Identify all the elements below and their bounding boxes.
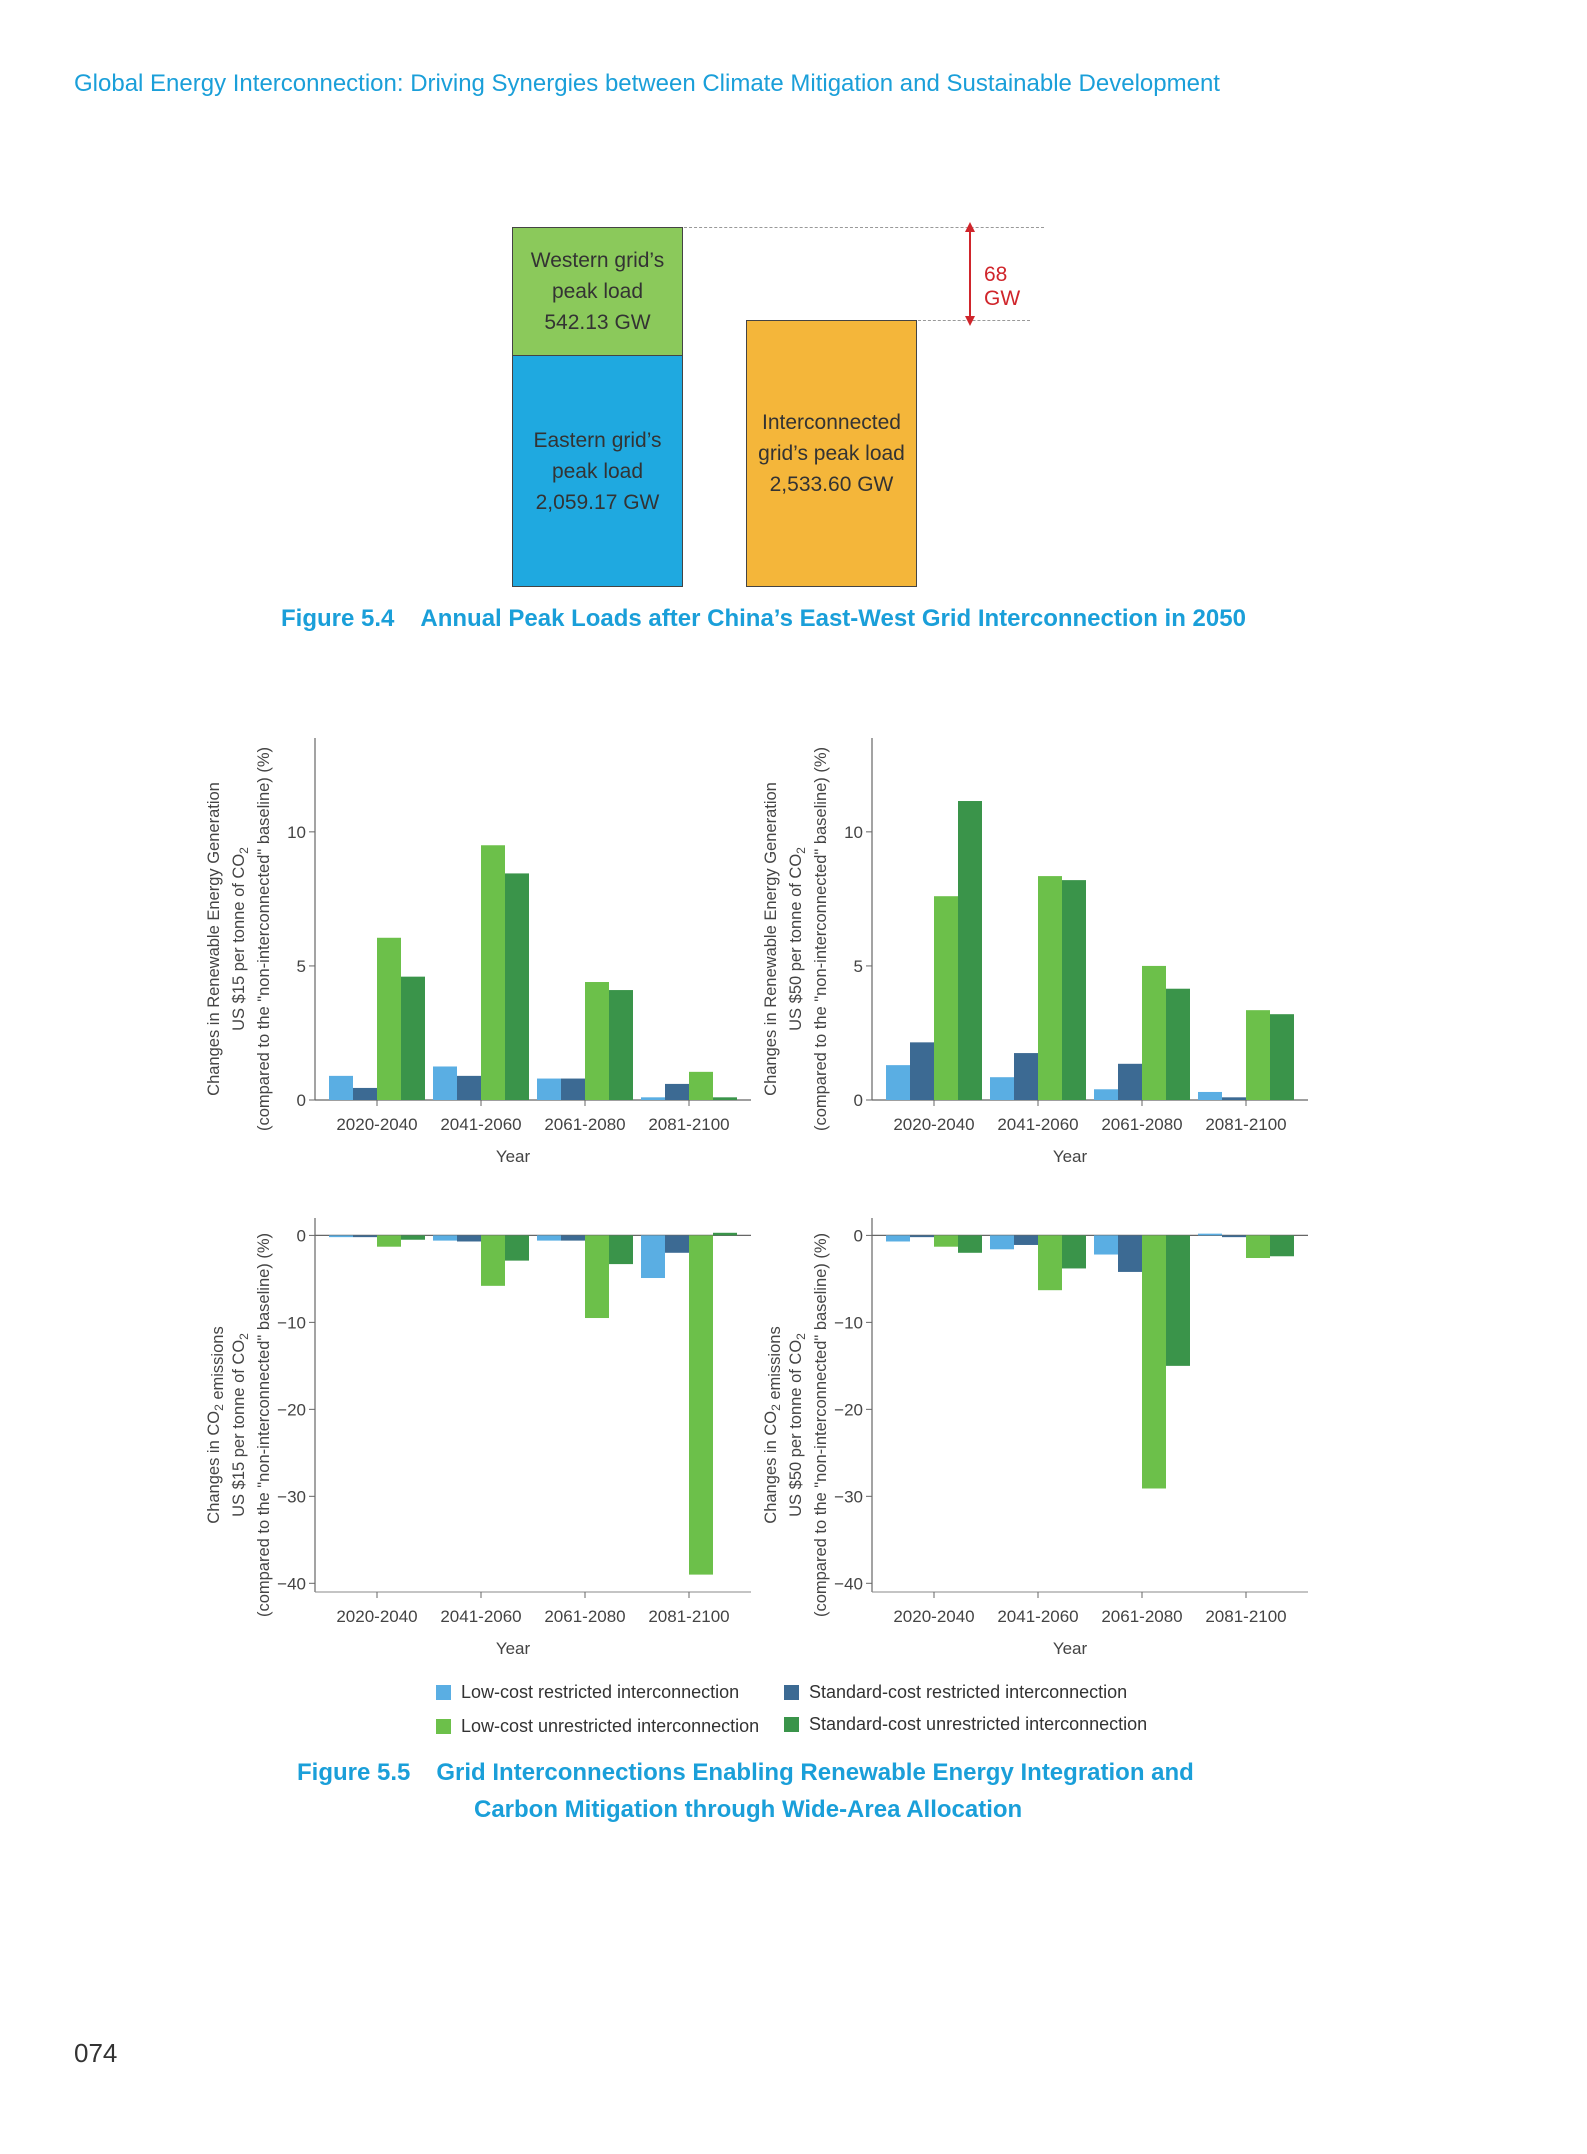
- bar: [329, 1076, 353, 1100]
- x-tick-label: 2061-2080: [1101, 1115, 1183, 1134]
- bar: [537, 1079, 561, 1100]
- bar: [1118, 1064, 1142, 1100]
- legend-label: Standard-cost restricted interconnection: [809, 1682, 1128, 1702]
- bar: [537, 1235, 561, 1240]
- bar: [401, 977, 425, 1100]
- bar: [1166, 989, 1190, 1100]
- bar: [1038, 876, 1062, 1100]
- y-tick-label: 10: [844, 822, 863, 842]
- y-axis-label: Changes in Renewable Energy Generation: [762, 782, 780, 1096]
- y-axis-label: (compared to the "non-interconnected" baseline) (%): [812, 1232, 830, 1618]
- x-tick-label: 2081-2100: [648, 1115, 730, 1134]
- bar: [1246, 1010, 1270, 1100]
- legend-item-low-cost-restricted: [436, 1682, 739, 1703]
- eastern-grid-box: [512, 355, 683, 587]
- interconnected-grid-box: [746, 320, 917, 587]
- y-axis-label: Changes in Renewable Energy Generation: [205, 782, 223, 1096]
- bar: [910, 1042, 934, 1100]
- y-axis-label: US $15 per tonne of $CO_2$: [230, 847, 251, 1031]
- y-tick-label: 0: [853, 1091, 863, 1110]
- western-grid-box: [512, 227, 683, 356]
- bar: [329, 1235, 353, 1237]
- y-tick-label: −20: [277, 1400, 306, 1420]
- figure-5-5-number: Figure 5.5: [297, 1759, 411, 1786]
- figure-5-4-number: Figure 5.4: [281, 605, 395, 632]
- interconnected-label-2: grid’s peak load: [758, 442, 905, 465]
- bar: [1270, 1014, 1294, 1100]
- eastern-value: 2,059.17 GW: [535, 490, 660, 514]
- y-tick-label: −10: [277, 1313, 306, 1333]
- bar: [1062, 880, 1086, 1100]
- interconnected-label-1: Interconnected: [762, 411, 901, 434]
- chart-renewable-15: [195, 720, 765, 1190]
- bar: [886, 1065, 910, 1100]
- bar: [401, 1235, 425, 1239]
- western-label-2: peak load: [551, 280, 644, 303]
- bar: [377, 938, 401, 1100]
- x-tick-label: 2020-2040: [893, 1115, 975, 1134]
- x-axis-label: Year: [495, 1147, 531, 1166]
- bar: [1222, 1097, 1246, 1100]
- page-number: 074: [74, 2038, 118, 2068]
- legend-label: Standard-cost unrestricted interconnection: [809, 1714, 1148, 1734]
- eastern-label-2: peak load: [551, 459, 644, 483]
- bar: [1014, 1235, 1038, 1245]
- x-tick-label: 2020-2040: [336, 1115, 418, 1134]
- bar: [585, 1235, 609, 1318]
- bar: [990, 1235, 1014, 1249]
- interconnected-value: 2,533.60 GW: [769, 473, 894, 496]
- bar: [713, 1233, 737, 1236]
- y-tick-label: 0: [853, 1226, 863, 1246]
- bar: [433, 1235, 457, 1240]
- y-axis-label: US $50 per tonne of $CO_2$: [787, 1333, 808, 1517]
- y-tick-label: −20: [834, 1400, 863, 1420]
- x-tick-label: 2081-2100: [1205, 1115, 1287, 1134]
- bar: [934, 896, 958, 1100]
- y-tick-label: 10: [287, 822, 306, 842]
- bar: [609, 990, 633, 1100]
- y-axis-label: (compared to the "non-interconnected" baseline) (%): [812, 746, 830, 1132]
- y-axis-label: (compared to the "non-interconnected" baseline) (%): [255, 746, 273, 1132]
- x-tick-label: 2081-2100: [648, 1607, 730, 1626]
- bar: [1038, 1235, 1062, 1290]
- y-axis-label: Changes in $CO_2$ emissions: [762, 1326, 784, 1524]
- western-label-1: Western grid’s: [530, 249, 665, 272]
- x-axis-label: Year: [1052, 1147, 1088, 1166]
- bar: [1198, 1234, 1222, 1236]
- figure-5-4-title: Annual Peak Loads after China’s East-West Grid Interconnection in 2050: [420, 605, 1246, 632]
- y-tick-label: 5: [853, 956, 863, 976]
- bar: [561, 1079, 585, 1100]
- y-axis-label: US $50 per tonne of $CO_2$: [787, 847, 808, 1031]
- bar: [713, 1097, 737, 1100]
- bar: [990, 1077, 1014, 1100]
- y-tick-label: −40: [277, 1574, 306, 1594]
- bar: [1166, 1235, 1190, 1365]
- western-value: 542.13 GW: [544, 311, 651, 334]
- legend-item-low-cost-unrestricted: [436, 1716, 759, 1737]
- legend-label: Low-cost unrestricted interconnection: [461, 1716, 760, 1736]
- figure-5-5-title-1: Grid Interconnections Enabling Renewable Energy Integration and: [436, 1759, 1194, 1786]
- legend-label: Low-cost restricted interconnection: [461, 1682, 740, 1702]
- bar: [958, 1235, 982, 1252]
- bar: [934, 1235, 958, 1246]
- y-tick-label: −40: [834, 1574, 863, 1594]
- chart-emissions-50: [752, 1200, 1322, 1670]
- gap-arrow: [960, 222, 980, 326]
- bar: [585, 982, 609, 1100]
- bar: [353, 1088, 377, 1100]
- chart-emissions-15: [195, 1200, 765, 1670]
- bar: [1198, 1092, 1222, 1100]
- bar: [1246, 1235, 1270, 1258]
- x-tick-label: 2081-2100: [1205, 1607, 1287, 1626]
- legend-item-standard-cost-unrestricted: [784, 1714, 1147, 1735]
- y-tick-label: −30: [834, 1487, 863, 1507]
- legend-swatch: [784, 1717, 799, 1732]
- bar: [377, 1235, 401, 1246]
- eastern-label-1: Eastern grid’s: [533, 428, 662, 452]
- bar: [1094, 1089, 1118, 1100]
- bar: [1118, 1235, 1142, 1272]
- bar: [1142, 966, 1166, 1100]
- bar: [457, 1235, 481, 1241]
- bar: [665, 1235, 689, 1252]
- top-dashed-line: [684, 227, 1044, 228]
- bar: [1142, 1235, 1166, 1488]
- x-tick-label: 2061-2080: [1101, 1607, 1183, 1626]
- bar: [1270, 1235, 1294, 1256]
- y-tick-label: 5: [296, 956, 306, 976]
- y-tick-label: −10: [834, 1313, 863, 1333]
- x-tick-label: 2020-2040: [893, 1607, 975, 1626]
- y-axis-label: US $15 per tonne of $CO_2$: [230, 1333, 251, 1517]
- chart-renewable-50: [752, 720, 1322, 1190]
- y-tick-label: 0: [296, 1226, 306, 1246]
- y-axis-label: Changes in $CO_2$ emissions: [205, 1326, 227, 1524]
- bar: [1222, 1235, 1246, 1237]
- y-axis-label: (compared to the "non-interconnected" baseline) (%): [255, 1232, 273, 1618]
- x-tick-label: 2041-2060: [440, 1607, 522, 1626]
- bar: [1014, 1053, 1038, 1100]
- bar: [886, 1235, 910, 1241]
- x-tick-label: 2041-2060: [997, 1115, 1079, 1134]
- bar: [353, 1235, 377, 1237]
- page-header: Global Energy Interconnection: Driving Synergies between Climate Mitigation and Sustainable Development: [74, 70, 1220, 97]
- x-axis-label: Year: [495, 1639, 531, 1658]
- legend-item-standard-cost-restricted: [784, 1682, 1127, 1703]
- x-tick-label: 2020-2040: [336, 1607, 418, 1626]
- bar: [457, 1076, 481, 1100]
- bar: [505, 873, 529, 1100]
- chart-legend: [436, 1682, 1196, 1752]
- x-tick-label: 2041-2060: [997, 1607, 1079, 1626]
- legend-swatch: [436, 1685, 451, 1700]
- bar: [481, 1235, 505, 1285]
- x-tick-label: 2041-2060: [440, 1115, 522, 1134]
- x-tick-label: 2061-2080: [544, 1115, 626, 1134]
- bar: [433, 1066, 457, 1100]
- bar: [609, 1235, 633, 1264]
- bar: [1094, 1235, 1118, 1254]
- legend-swatch: [784, 1685, 799, 1700]
- bar: [665, 1084, 689, 1100]
- x-axis-label: Year: [1052, 1639, 1088, 1658]
- bar: [689, 1072, 713, 1100]
- y-tick-label: 0: [296, 1091, 306, 1110]
- bar: [1062, 1235, 1086, 1268]
- figure-5-5-caption: [297, 1754, 1194, 1792]
- gap-label: 68 GW: [984, 263, 1021, 310]
- bar: [910, 1235, 934, 1237]
- bar: [641, 1235, 665, 1278]
- figure-5-5-caption-line2: Carbon Mitigation through Wide-Area Allocation: [474, 1796, 1023, 1823]
- figure-5-4-caption: [281, 600, 1246, 638]
- bar: [689, 1235, 713, 1574]
- y-tick-label: −30: [277, 1487, 306, 1507]
- bar: [641, 1097, 665, 1100]
- bar: [561, 1235, 585, 1240]
- bar: [958, 801, 982, 1100]
- bar: [505, 1235, 529, 1260]
- bar: [481, 845, 505, 1100]
- x-tick-label: 2061-2080: [544, 1607, 626, 1626]
- legend-swatch: [436, 1719, 451, 1734]
